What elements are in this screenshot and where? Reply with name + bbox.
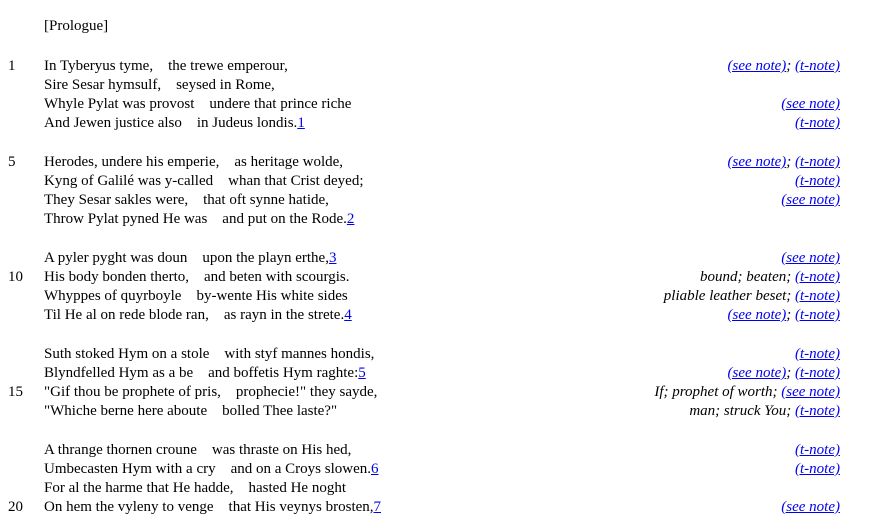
footnote-link[interactable]: 7	[373, 499, 382, 515]
footnote-link[interactable]: 3	[328, 250, 337, 266]
gloss-notes	[795, 114, 840, 133]
verse-line	[0, 114, 896, 133]
verse-text	[44, 364, 366, 383]
t-note-link[interactable]: (t-note)	[795, 115, 840, 131]
verse-words: Umbecasten Hym with a cry and on a Croys slowen.	[44, 461, 372, 477]
verse-words: Whyppes of quyrboyle by-wente His white sides	[44, 288, 348, 304]
verse-text	[44, 498, 381, 517]
verse-line	[0, 306, 896, 325]
verse-text	[44, 345, 374, 364]
gloss-notes	[781, 498, 840, 517]
footnote-link[interactable]: 4	[344, 307, 352, 323]
verse-line	[0, 191, 896, 210]
verse-text	[44, 57, 288, 76]
verse-words: Suth stoked Hym on a stole with styf mannes hondis,	[44, 346, 375, 362]
verse-line	[0, 402, 896, 421]
gloss-notes	[795, 172, 840, 191]
see-note-link[interactable]: (see note)	[781, 384, 840, 400]
line-number: 1	[8, 58, 16, 74]
verse-line	[0, 479, 896, 498]
verse-text	[44, 441, 351, 460]
see-note-link[interactable]: (see note)	[781, 250, 840, 266]
gloss-notes	[781, 249, 840, 268]
verse-line	[0, 498, 896, 517]
verse-line	[0, 95, 896, 114]
verse-words: A thrange thornen croune was thraste on His hed,	[44, 442, 352, 458]
gloss-notes	[795, 441, 840, 460]
verse-words: His body bonden therto, and beten with scourgis.	[44, 269, 350, 285]
verse-words: "Whiche berne here aboute bolled Thee laste?"	[44, 403, 338, 419]
verse-text	[44, 191, 329, 210]
t-note-link[interactable]: (t-note)	[795, 173, 840, 189]
footnote-link[interactable]: 5	[358, 365, 366, 381]
t-note-link[interactable]: (t-note)	[795, 58, 840, 74]
verse-words: Kyng of Galilé was y-called whan that Crist deyed;	[44, 173, 364, 189]
see-note-link[interactable]: (see note)	[727, 365, 787, 381]
verse-line	[0, 268, 896, 287]
line-number: 5	[8, 154, 16, 170]
verse-text	[44, 306, 352, 325]
see-note-link[interactable]: (see note)	[727, 307, 787, 323]
verse-line	[0, 287, 896, 306]
t-note-link[interactable]: (t-note)	[795, 269, 840, 285]
verse-line	[0, 249, 896, 268]
line-number: 20	[8, 499, 23, 515]
gloss-notes	[700, 268, 840, 287]
verse-words: A pyler pyght was doun upon the playn erthe,	[44, 250, 329, 266]
gloss-notes	[781, 95, 840, 114]
verse-words: For al the harme that He hadde, hasted He noght	[44, 480, 346, 496]
gloss-notes	[689, 402, 840, 421]
verse-text	[44, 402, 337, 421]
verse-text	[44, 383, 377, 402]
verse-words: In Tyberyus tyme, the trewe emperour,	[44, 58, 288, 74]
verse-line	[0, 172, 896, 191]
t-note-link[interactable]: (t-note)	[795, 346, 840, 362]
gloss-notes	[728, 364, 840, 383]
verse-text	[44, 210, 354, 229]
t-note-link[interactable]: (t-note)	[795, 307, 840, 323]
verse-words: And Jewen justice also in Judeus londis.	[44, 115, 298, 131]
t-note-link[interactable]: (t-note)	[795, 154, 840, 170]
t-note-link[interactable]: (t-note)	[795, 403, 840, 419]
gloss-notes	[795, 460, 840, 479]
verse-line	[0, 345, 896, 364]
verse-words: Herodes, undere his emperie, as heritage wolde,	[44, 154, 344, 170]
note-separator: ;	[786, 58, 796, 74]
verse-text	[44, 172, 364, 191]
t-note-link[interactable]: (t-note)	[795, 288, 840, 304]
verse-text	[44, 460, 379, 479]
verse-text	[44, 153, 343, 172]
t-note-link[interactable]: (t-note)	[795, 365, 840, 381]
verse-words: On hem the vyleny to venge that His veynys brosten,	[44, 499, 374, 515]
verse-words: Sire Sesar hymsulf, seysed in Rome,	[44, 77, 275, 93]
verse-line	[0, 210, 896, 229]
verse-words: They Sesar sakles were, that oft synne hatide,	[44, 192, 329, 208]
see-note-link[interactable]: (see note)	[727, 154, 787, 170]
line-number: 15	[8, 384, 23, 400]
t-note-link[interactable]: (t-note)	[795, 461, 840, 477]
gloss-text: If; prophet of worth;	[654, 384, 782, 400]
gloss-notes	[728, 306, 840, 325]
line-number: 10	[8, 269, 23, 285]
verse-line	[0, 76, 896, 95]
verse-text	[44, 76, 275, 95]
gloss-notes	[728, 153, 840, 172]
footnote-link[interactable]: 6	[371, 461, 379, 477]
gloss-notes	[728, 57, 840, 76]
footnote-link[interactable]: 1	[297, 115, 305, 131]
verse-words: Blyndfelled Hym as a be and boffetis Hym raghte:	[44, 365, 359, 381]
verse-text	[44, 268, 350, 287]
gloss-text: bound; beaten;	[700, 269, 796, 285]
verse-line	[0, 364, 896, 383]
see-note-link[interactable]: (see note)	[781, 96, 840, 112]
gloss-notes	[664, 287, 840, 306]
gloss-text: pliable leather beset;	[663, 288, 796, 304]
section-heading: [Prologue]	[44, 18, 109, 34]
verse-text	[44, 249, 336, 268]
verse-line	[0, 57, 896, 76]
verse-text	[44, 95, 351, 114]
verse-line	[0, 441, 896, 460]
gloss-text: man; struck You;	[689, 403, 796, 419]
see-note-link[interactable]: (see note)	[781, 499, 840, 515]
gloss-notes	[795, 345, 840, 364]
verse-line	[0, 460, 896, 479]
t-note-link[interactable]: (t-note)	[795, 442, 840, 458]
gloss-notes	[781, 191, 840, 210]
verse-text	[44, 479, 346, 498]
verse-text	[44, 287, 348, 306]
note-separator: ;	[786, 307, 796, 323]
verse-line	[0, 153, 896, 172]
verse-words: Til He al on rede blode ran, as rayn in the strete.	[44, 307, 345, 323]
verse-line	[0, 383, 896, 402]
verse-words: Whyle Pylat was provost undere that prince riche	[44, 96, 352, 112]
verse-words: "Gif thou be prophete of pris, prophecie!" they sayde,	[44, 384, 378, 400]
footnote-link[interactable]: 2	[346, 211, 355, 227]
note-separator: ;	[786, 154, 796, 170]
gloss-notes	[654, 383, 840, 402]
see-note-link[interactable]: (see note)	[781, 192, 840, 208]
verse-words: Throw Pylat pyned He was and put on the Rode.	[44, 211, 347, 227]
verse-text	[44, 114, 305, 133]
see-note-link[interactable]: (see note)	[727, 58, 787, 74]
note-separator: ;	[786, 365, 796, 381]
